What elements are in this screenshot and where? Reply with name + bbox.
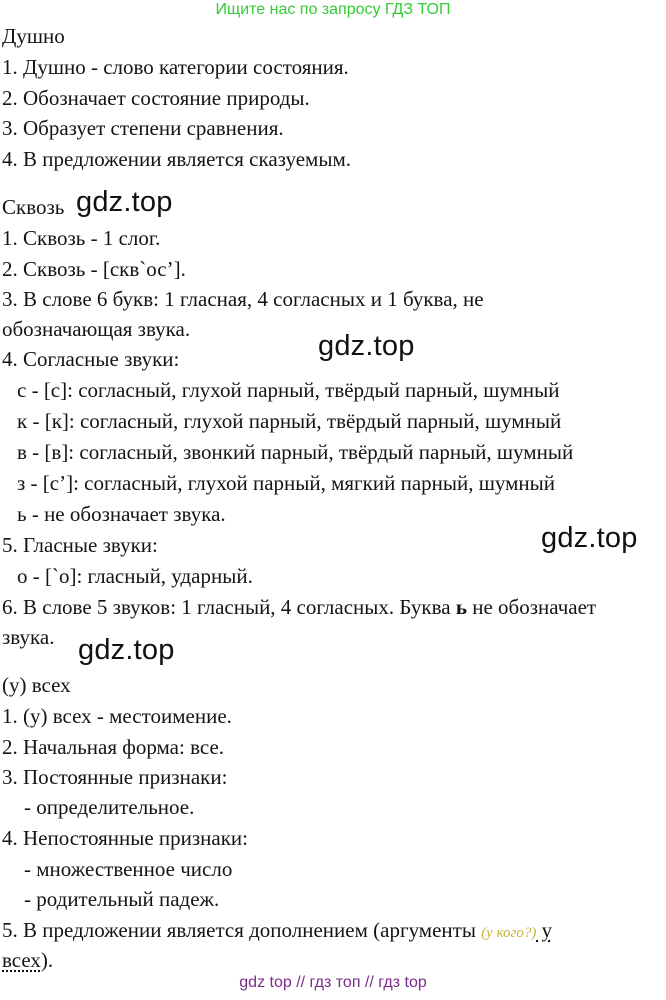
text-line: з - [с’]: согласный, глухой парный, мягкий парный, шумный	[17, 471, 556, 495]
text-line: всех).	[2, 948, 54, 972]
text-line: о - [`о]: гласный, ударный.	[17, 564, 253, 588]
text-line: 1. Душно - слово категории состояния.	[2, 55, 349, 79]
text-line: 3. Образует степени сравнения.	[2, 116, 284, 140]
section-title-skvoz: Сквозь	[2, 195, 65, 219]
text-line: 1. Сквозь - 1 слог.	[2, 226, 161, 250]
text-line: в - [в]: согласный, звонкий парный, твёрдый парный, шумный	[17, 440, 574, 464]
watermark: gdz.top	[76, 186, 173, 218]
text-line: 4. Непостоянные признаки:	[2, 826, 248, 850]
text-line: 1. (у) всех - местоимение.	[2, 704, 232, 728]
text-line: 2. Начальная форма: все.	[2, 735, 225, 759]
text-line: 2. Обозначает состояние природы.	[2, 86, 310, 110]
watermark: gdz.top	[78, 634, 175, 666]
text-line: 5. В предложении является дополнением (аргументы (у кого?) у	[2, 918, 553, 942]
watermark: gdz.top	[318, 330, 415, 362]
question-hint: (у кого?)	[481, 925, 537, 941]
text-line: 4. Согласные звуки:	[2, 347, 180, 371]
watermark: gdz.top	[541, 522, 638, 554]
text-line: - определительное.	[24, 795, 195, 819]
text-line: 5. Гласные звуки:	[2, 533, 158, 557]
text-line: - множественное число	[24, 857, 233, 881]
text-line: 3. В слове 6 букв: 1 гласная, 4 согласных и 1 буква, не	[2, 287, 484, 311]
text-line: - родительный падеж.	[24, 887, 220, 911]
text-line: 3. Постоянные признаки:	[2, 765, 228, 789]
text-line: 4. В предложении является сказуемым.	[2, 147, 351, 171]
text-line: звука.	[2, 625, 55, 649]
text-line: с - [с]: согласный, глухой парный, твёрдый парный, шумный	[17, 378, 560, 402]
text-line: ь - не обозначает звука.	[17, 502, 226, 526]
top-banner[interactable]: Ищите нас по запросу ГДЗ ТОП	[215, 1, 451, 18]
text-line: обозначающая звука.	[2, 317, 191, 341]
footer-links[interactable]: gdz top // гдз топ // гдз top	[239, 974, 427, 991]
section-title-vseh: (у) всех	[2, 673, 71, 697]
section-title-dushno: Душно	[2, 24, 65, 48]
text-line: 6. В слове 5 звуков: 1 гласный, 4 согласных. Буква ь не обозначает	[2, 595, 597, 619]
bold-letter: ь	[455, 595, 467, 619]
text-line: 2. Сквозь - [скв`ос’].	[2, 257, 186, 281]
text-line: к - [к]: согласный, глухой парный, твёрдый парный, шумный	[17, 409, 562, 433]
